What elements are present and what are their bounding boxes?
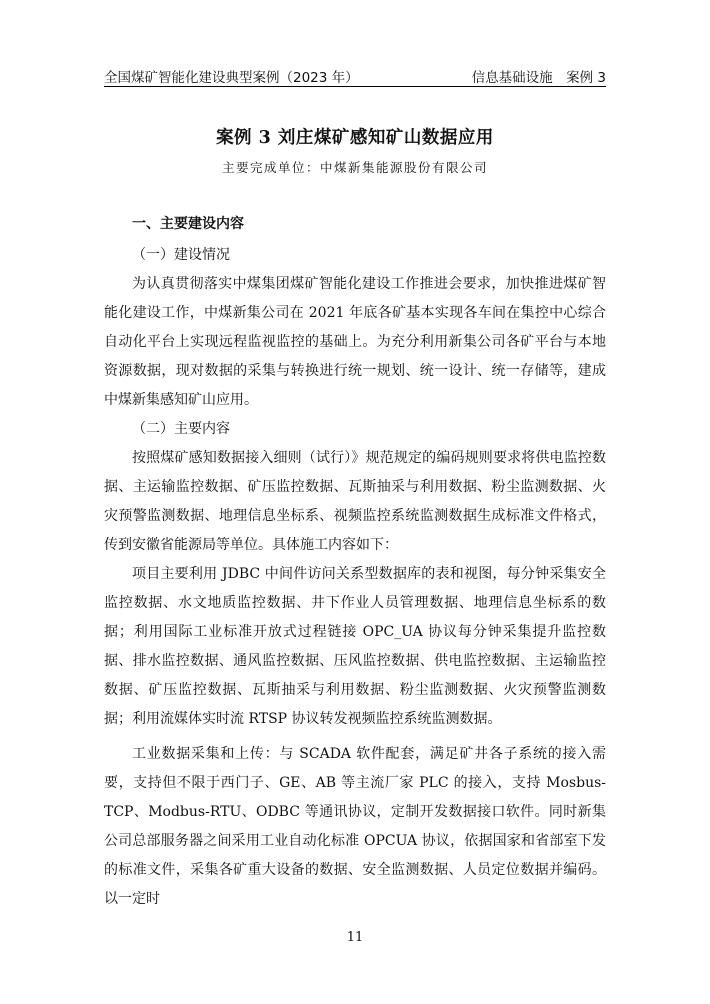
subsection-heading-construction: （一）建设情况 — [132, 247, 230, 263]
header-collection-title: 全国煤矿智能化建设典型案例（2023 年） — [104, 70, 359, 86]
document-body — [104, 210, 606, 914]
paragraph: 项目主要利用 JDBC 中间件访问关系型数据库的表和视图，每分钟采集安全监控数据、水文地质监控数据、井下作业人员管理数据、地理信息坐标系的数据；利用国际工业标准开放式过程链接 OPC_UA 协议每分钟采集提升监控数据、排水监控数据、通风监控数据、压风监控数据、供电监控数据、主运输监控数据、矿压监控数据、瓦斯抽采与利用数据、粉尘监测数据、火灾预警监测数据；利用流媒体实时流 RTSP 协议转发视频监控系统监测数据。 — [104, 566, 606, 727]
paragraph: 工业数据采集和上传：与 SCADA 软件配套，满足矿井各子系统的接入需要，支持但不限于西门子、GE、AB 等主流厂家 PLC 的接入，支持 Mosbus-TCP、Modbus-RTU、ODBC 等通讯协议，定制开发数据接口软件。同时新集公司总部服务器之间采用工业自动化标准 OPCUA 协议，依据国家和省部室下发的标准文件，采集各矿重大设备的数据、安全监测数据、人员定位数据并编码。以一定时 — [104, 746, 606, 907]
header-section-label: 信息基础设施 案例 3 — [471, 70, 606, 86]
header-rule — [104, 86, 606, 87]
page-number: 11 — [346, 930, 364, 945]
running-header — [104, 64, 606, 88]
completing-unit: 主要完成单位：中煤新集能源股份有限公司 — [221, 160, 488, 175]
paragraph: 按照煤矿感知数据接入细则（试行）》规范规定的编码规则要求将供电监控数据、主运输监控数据、矿压监控数据、瓦斯抽采与利用数据、粉尘监测数据、火灾预警监测数据、地理信息坐标系、视频监控系统监测数据生成标准文件格式，传到安徽省能源局等单位。具体施工内容如下： — [104, 450, 606, 553]
subsection-heading-main-content: （二）主要内容 — [132, 421, 230, 437]
case-title: 案例 3 刘庄煤矿感知矿山数据应用 — [216, 128, 494, 148]
section-heading: 一、主要建设内容 — [132, 216, 244, 232]
paragraph: 为认真贯彻落实中煤集团煤矿智能化建设工作推进会要求，加快推进煤矿智能化建设工作，中煤新集公司在 2021 年底各矿基本实现各车间在集控中心综合自动化平台上实现远程监视监控的基础上。为充分利用新集公司各矿平台与本地资源数据，现对数据的采集与转换进行统一规划、统一设计、统一存储等，建成中煤新集感知矿山应用。 — [104, 276, 606, 408]
